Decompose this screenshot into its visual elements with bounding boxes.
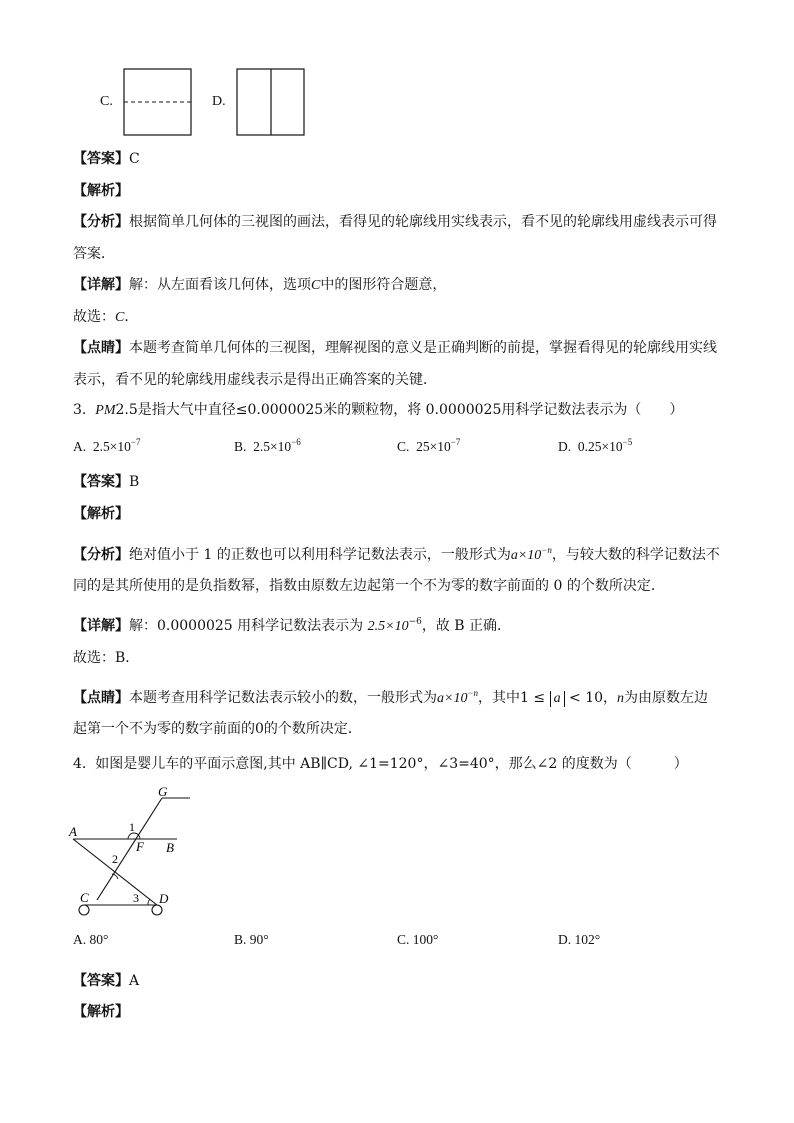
q4-answer: 【答案】A (73, 973, 140, 989)
label-C: C (80, 890, 89, 905)
q4-stem: 4. 如图是婴儿车的平面示意图,其中 AB∥CD, ∠1=120°，∠3=40°，那么∠2 的度数为（ ） (73, 756, 688, 772)
option-d-rectangle-solid (236, 68, 306, 136)
q3-option-c: C. $25\times 10^{-7}$ (397, 437, 461, 454)
label-angle-1: 1 (129, 820, 135, 834)
q3-jiexi: 【解析】 (73, 506, 129, 522)
label-D: D (159, 891, 169, 906)
q2-dianjing-line1: 【点睛】本题考查简单几何体的三视图，理解视图的意义是正确判断的前提，掌握看得见的轮廓线用实线 (73, 340, 717, 356)
q3-dianjing-line2: 起第一个不为零的数字前面的0的个数所决定． (73, 721, 362, 737)
q4-stroller-figure (66, 784, 198, 918)
q4-jiexi: 【解析】 (73, 1004, 129, 1020)
q3-xiangjie: 【详解】解：0.0000025 用科学记数法表示为 $2.5\times 10^{-6}$，故 B 正确． (73, 617, 512, 634)
q3-option-a: A. $2.5\times 10^{-7}$ (73, 437, 141, 454)
q3-option-d: D. $0.25\times 10^{-5}$ (558, 437, 633, 454)
q4-option-d: D. 102° (558, 932, 601, 947)
q2-dianjing-line2: 表示，看不见的轮廓线用虚线表示是得出正确答案的关键． (73, 372, 437, 388)
q3-guxuan: 故选：B． (73, 650, 140, 666)
label-G: G (158, 784, 168, 799)
label-angle-2: 2 (112, 852, 118, 866)
option-c-rectangle-dashed (123, 68, 193, 136)
q4-option-c: C. 100° (397, 932, 439, 947)
option-d-label: D. (212, 94, 226, 109)
q3-answer: 【答案】B (73, 474, 140, 490)
q2-guxuan: 故选：C． (73, 309, 139, 325)
q2-xiangjie: 【详解】解：从左面看该几何体，选项C中的图形符合题意， (73, 277, 447, 293)
option-c-label: C. (100, 94, 113, 109)
label-A: A (69, 824, 77, 839)
label-B: B (166, 840, 174, 855)
q4-option-a: A. 80° (73, 932, 109, 947)
q2-fenxi-line1: 【分析】根据简单几何体的三视图的画法，看得见的轮廓线用实线表示，看不见的轮廓线用虚线表示可得 (73, 214, 717, 230)
q3-fenxi-line2: 同的是其所使用的是负指数幂，指数由原数左边起第一个不为零的数字前面的 0 的个数所决定． (73, 578, 665, 594)
q2-fenxi-line2: 答案． (73, 246, 115, 262)
q4-option-b: B. 90° (234, 932, 269, 947)
q2-jiexi: 【解析】 (73, 183, 129, 199)
label-F: F (136, 839, 144, 854)
q3-dianjing-line1: 【点睛】本题考查用科学记数法表示较小的数，一般形式为$a\times 10^{-n}$，其中1 ≤ a < 10，n为由原数左边 (73, 688, 709, 706)
q2-answer: 【答案】C (73, 151, 140, 167)
q3-stem: 3. PM2.5是指大气中直径≤0.0000025米的颗粒物，将 0.0000025用科学记数法表示为（ ） (73, 402, 684, 418)
q3-option-b: B. $2.5\times 10^{-6}$ (234, 437, 301, 454)
label-angle-3: 3 (133, 891, 139, 905)
q3-fenxi-line1: 【分析】绝对值小于 1 的正数也可以利用科学记数法表示，一般形式为$a\times 10^{-n}$，与较大数的科学记数法不 (73, 545, 720, 563)
